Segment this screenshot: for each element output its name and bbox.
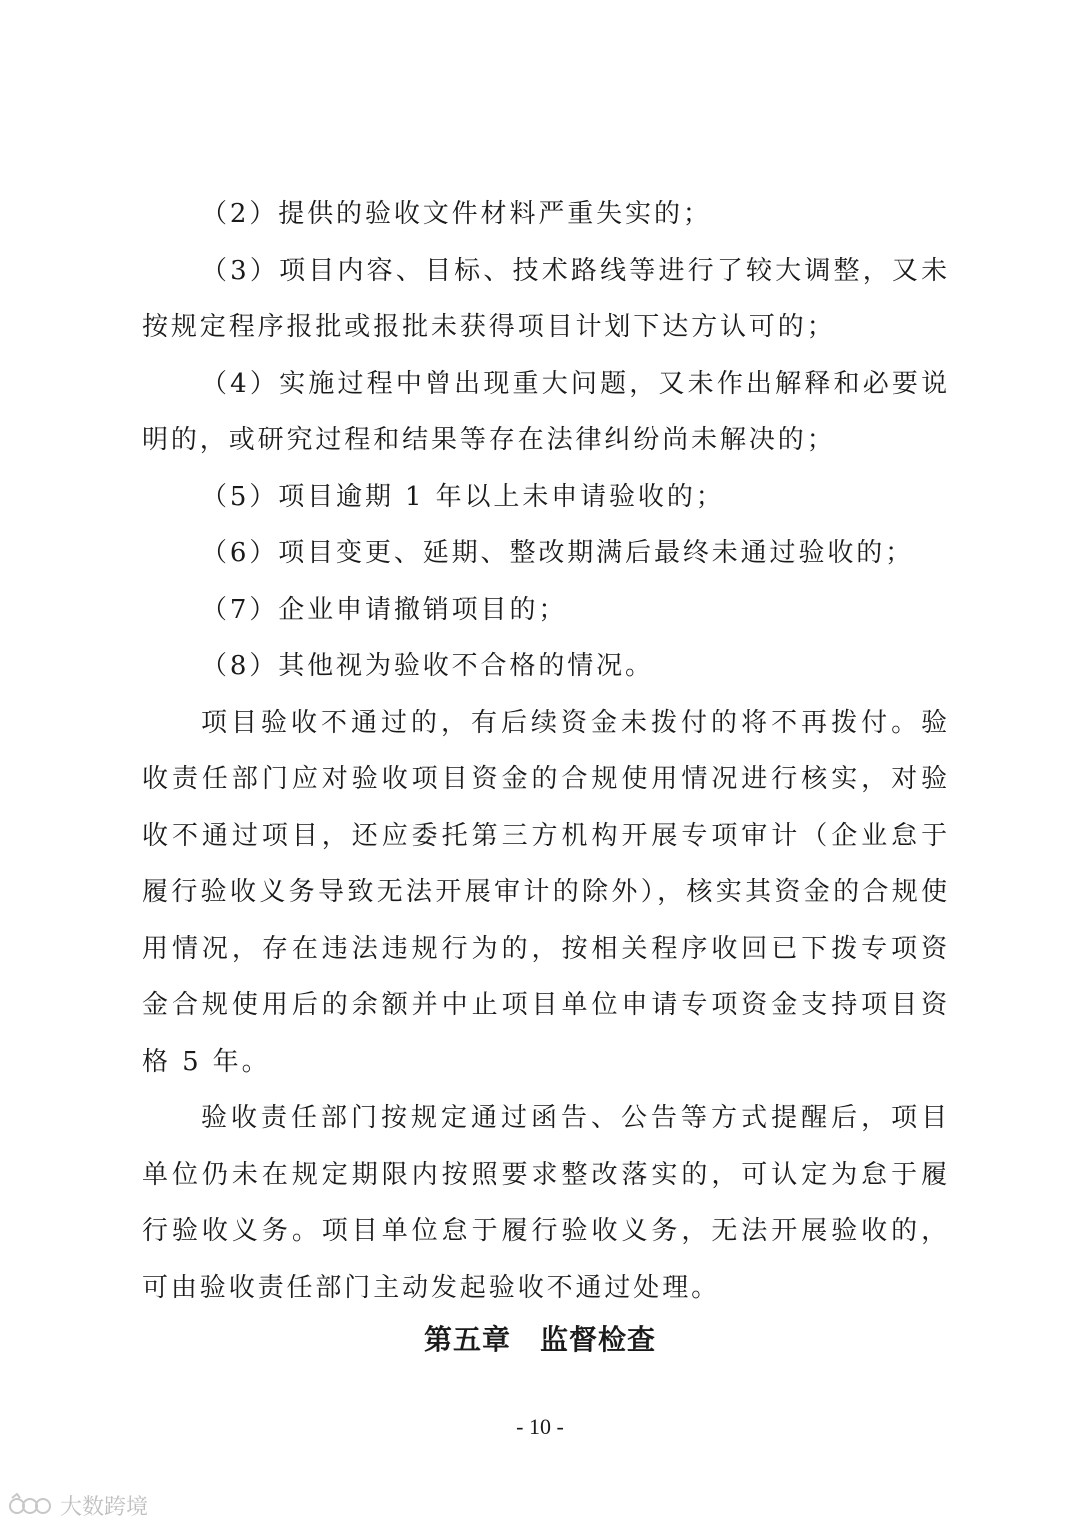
paragraph-item-2: （2）提供的验收文件材料严重失实的； (201, 199, 712, 229)
watermark (8, 1490, 148, 1520)
paragraph-item-3: （3）项目内容、目标、技术路线等进行了较大调整，又未按规定程序报批或报批未获得项目计划下达方认可的； (142, 255, 950, 342)
paragraph-item-8: （8）其他视为验收不合格的情况。 (201, 651, 654, 681)
paragraph-notice-reminder: 验收责任部门按规定通过函告、公告等方式提醒后，项目单位仍未在规定期限内按照要求整改落实的，可认定为怠于履行验收义务。项目单位怠于履行验收义务，无法开展验收的，可由验收责任部门主动发起验收不通过处理。 (142, 1103, 950, 1303)
chapter-heading: 第五章 监督检查 (423, 1323, 656, 1356)
paragraph-item-4: （4）实施过程中曾出现重大问题，又未作出解释和必要说明的，或研究过程和结果等存在法律纠纷尚未解决的； (142, 368, 950, 455)
watermark-logo-icon (8, 1492, 54, 1518)
paragraph-item-6: （6）项目变更、延期、整改期满后最终未通过验收的； (201, 538, 915, 568)
paragraph-acceptance-failure: 项目验收不通过的，有后续资金未拨付的将不再拨付。验收责任部门应对验收项目资金的合规使用情况进行核实，对验收不通过项目，还应委托第三方机构开展专项审计（企业怠于履行验收义务导致无法开展审计的除外），核实其资金的合规使用情况，存在违法违规行为的，按相关程序收回已下拨专项资金合规使用后的余额并中止项目单位申请专项资金支持项目资格 5 年。 (142, 707, 950, 1077)
page-number: - 10 - (516, 1414, 564, 1439)
paragraph-item-7: （7）企业申请撤销项目的； (201, 594, 568, 625)
watermark-text: 大数跨境 (60, 1494, 149, 1520)
body-text (142, 186, 950, 1316)
paragraph-item-5: （5）项目逾期 1 年以上未申请验收的； (201, 481, 725, 512)
